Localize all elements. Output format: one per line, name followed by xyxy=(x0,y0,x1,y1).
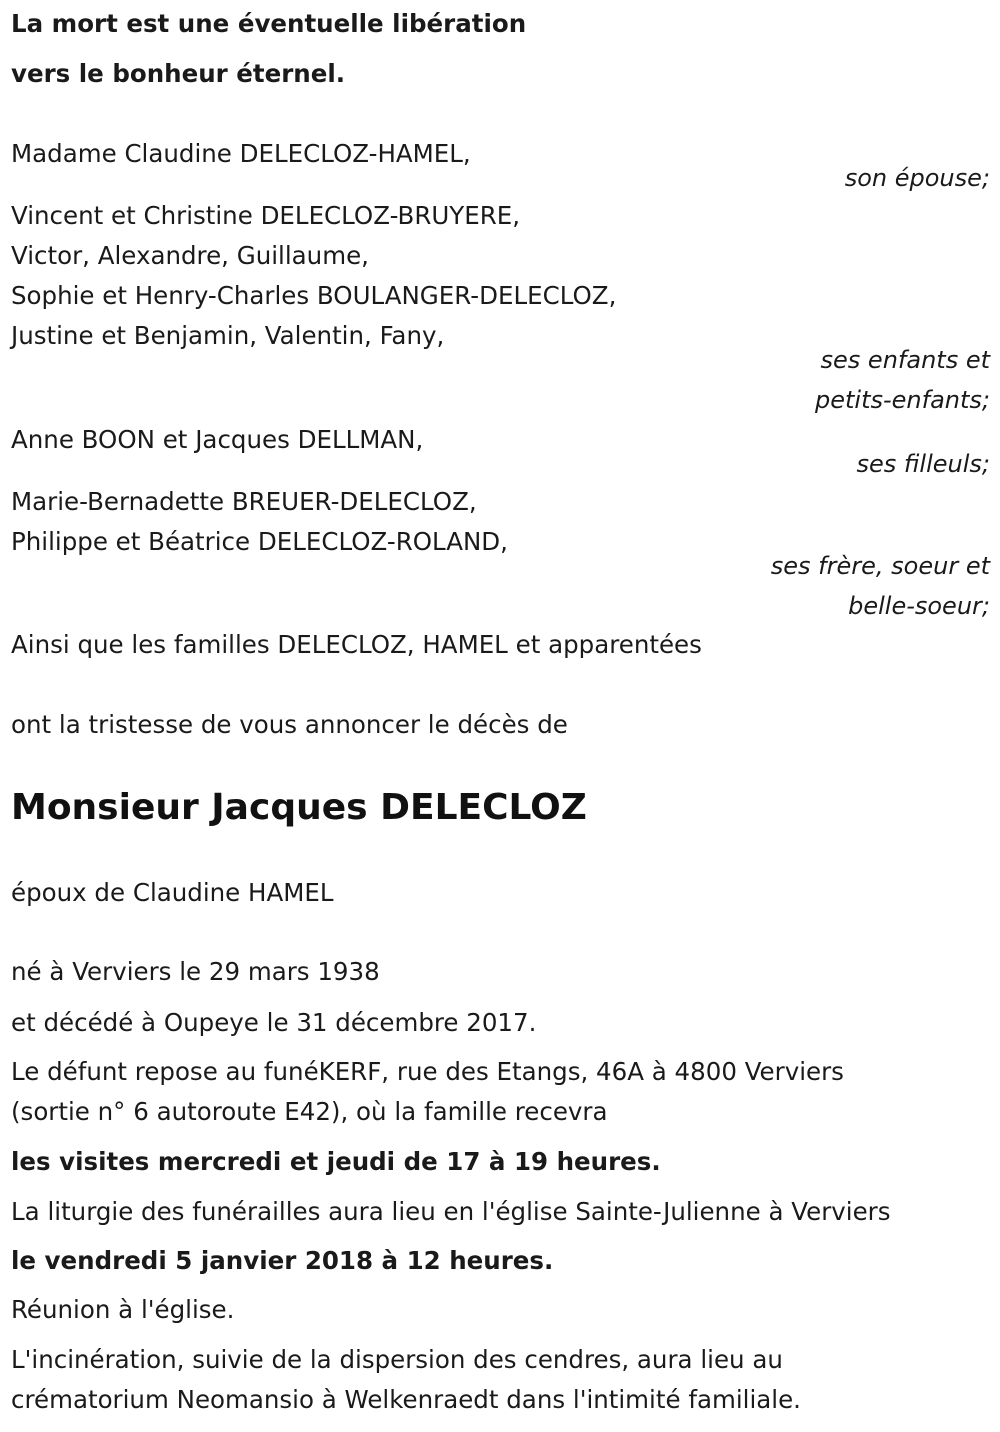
meeting-line: Réunion à l'église. xyxy=(11,1295,235,1324)
spouse-of-line: époux de Claudine HAMEL xyxy=(11,878,334,907)
deceased-name: Monsieur Jacques DELECLOZ xyxy=(11,787,587,828)
siblings-relation-line-2: belle-soeur; xyxy=(848,592,990,620)
godchildren-relation: ses filleuls; xyxy=(856,450,990,478)
death-line: et décédé à Oupeye le 31 décembre 2017. xyxy=(11,1008,537,1037)
children-relation-line-1: ses enfants et xyxy=(820,346,990,374)
spouse-name: Madame Claudine DELECLOZ-HAMEL, xyxy=(11,139,471,168)
children-line: Vincent et Christine DELECLOZ-BRUYERE, xyxy=(11,201,521,230)
families-line: Ainsi que les familles DELECLOZ, HAMEL et apparentées xyxy=(11,630,702,659)
godchildren-name: Anne BOON et Jacques DELLMAN, xyxy=(11,425,424,454)
cremation-line-1: L'incinération, suivie de la dispersion des cendres, aura lieu au xyxy=(11,1345,783,1374)
rest-line-1: Le défunt repose au funéKERF, rue des Etangs, 46A à 4800 Verviers xyxy=(11,1057,844,1086)
birth-line: né à Verviers le 29 mars 1938 xyxy=(11,957,380,986)
children-line: Justine et Benjamin, Valentin, Fany, xyxy=(11,321,445,350)
siblings-line: Philippe et Béatrice DELECLOZ-ROLAND, xyxy=(11,527,508,556)
cremation-line-2: crématorium Neomansio à Welkenraedt dans l'intimité familiale. xyxy=(11,1385,801,1414)
quote-line-1: La mort est une éventuelle libération xyxy=(11,9,527,38)
liturgy-date-line: le vendredi 5 janvier 2018 à 12 heures. xyxy=(11,1246,554,1275)
spouse-relation: son épouse; xyxy=(844,164,990,192)
liturgy-line: La liturgie des funérailles aura lieu en l'église Sainte-Julienne à Verviers xyxy=(11,1197,891,1226)
children-line: Victor, Alexandre, Guillaume, xyxy=(11,241,369,270)
children-relation-line-2: petits-enfants; xyxy=(815,386,990,414)
children-line: Sophie et Henry-Charles BOULANGER-DELECLOZ, xyxy=(11,281,617,310)
quote-line-2: vers le bonheur éternel. xyxy=(11,59,346,88)
rest-line-2: (sortie n° 6 autoroute E42), où la famille recevra xyxy=(11,1097,608,1126)
siblings-line: Marie-Bernadette BREUER-DELECLOZ, xyxy=(11,487,477,516)
visits-line: les visites mercredi et jeudi de 17 à 19 heures. xyxy=(11,1147,661,1176)
announcement-line: ont la tristesse de vous annoncer le décès de xyxy=(11,710,568,739)
siblings-relation-line-1: ses frère, soeur et xyxy=(770,552,990,580)
